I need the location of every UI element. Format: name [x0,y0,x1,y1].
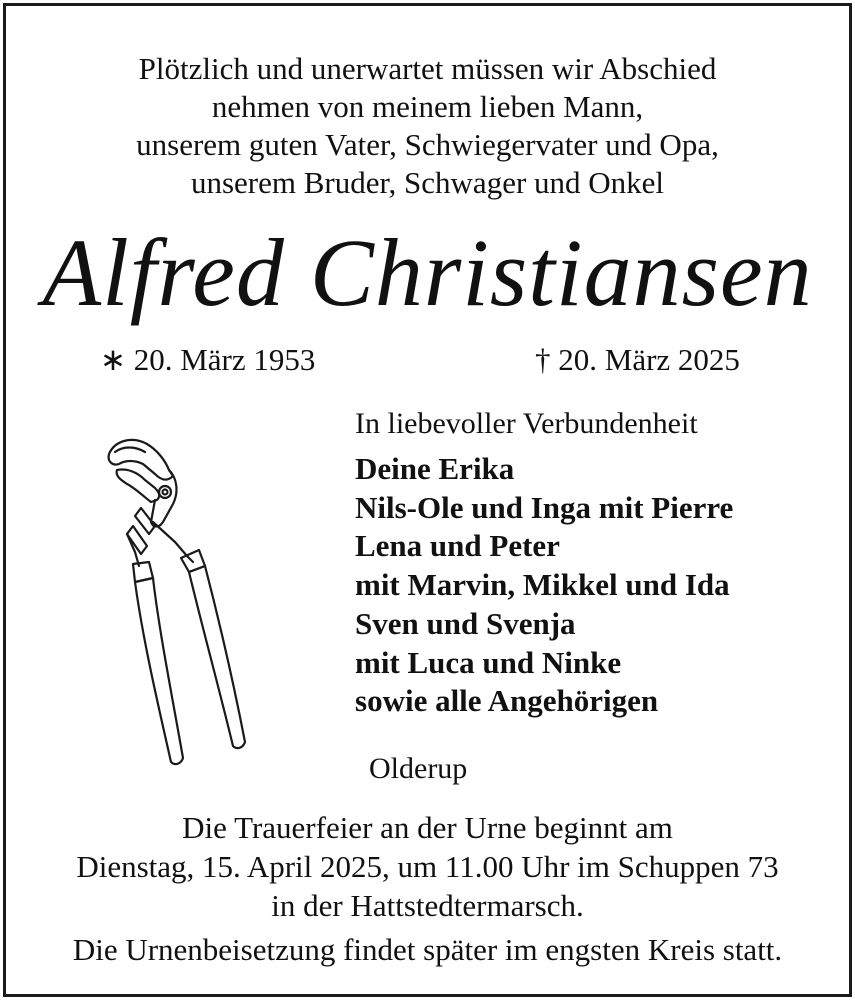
deceased-name: Alfred Christiansen [42,219,813,326]
family-line: mit Luca und Ninke [355,644,622,680]
family-line: Sven und Svenja [355,605,576,641]
intro-text [0,50,855,202]
intro-line: unserem guten Vater, Schwiegervater und Opa, [136,127,719,162]
family-line: sowie alle Angehörigen [355,683,659,719]
death-date: † 20. März 2025 [535,342,740,377]
family-line: Deine Erika [355,451,515,486]
birth-date: ∗ 20. März 1953 [100,342,316,377]
burial-info: Die Urnenbeisetzung findet später im engsten Kreis statt. [72,932,783,967]
intro-line: Plötzlich und unerwartet müssen wir Abschied [138,51,717,86]
intro-line: unserem Bruder, Schwager und Onkel [190,165,665,200]
service-line: in der Hattstedtermarsch. [271,888,584,923]
service-info [0,808,855,925]
family-line: Nils-Ole und Inga mit Pierre [355,489,734,525]
intro-line: nehmen von meinem lieben Mann, [211,89,644,124]
place-name: Olderup [369,752,468,785]
signoff-text: In liebevoller Verbundenheit [355,407,698,440]
family-line: Lena und Peter [355,528,560,564]
service-line: Die Trauerfeier an der Urne beginnt am [182,810,673,845]
family-list [355,450,733,721]
family-line: mit Marvin, Mikkel und Ida [355,567,730,603]
water-pump-pliers-icon [95,430,265,775]
service-line: Dienstag, 15. April 2025, um 11.00 Uhr im Schuppen 73 [76,849,779,884]
